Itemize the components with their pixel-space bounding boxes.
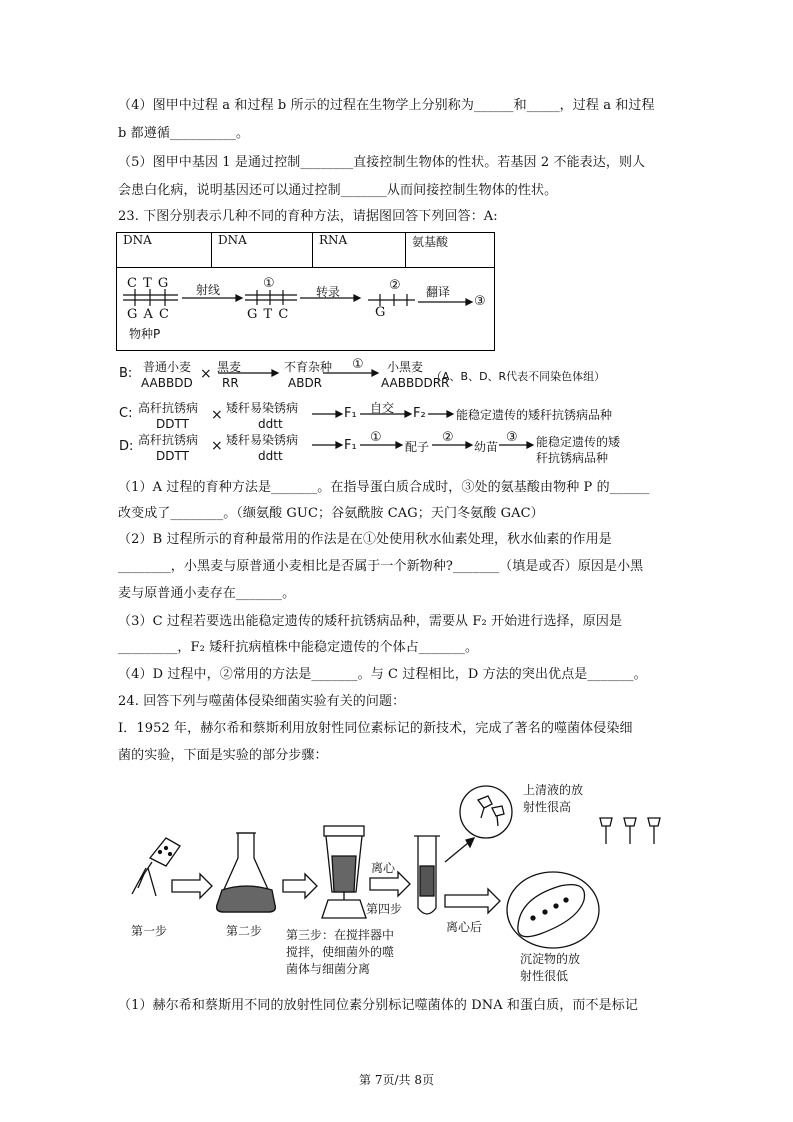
table-header-rna: RNA (313, 233, 406, 268)
q22-part4-line1: （4）图甲中过程 a 和过程 b 所示的过程在生物学上分别称为______和_____，过程 a 和过程 (118, 98, 655, 113)
q22-part5-line2: 会患白化病，说明基因还可以通过控制_______从而间接控制生物体的性状。 (118, 183, 558, 198)
q24-intro-line2: 菌的实验，下面是实验的部分步骤： (118, 748, 328, 763)
c-parent1-genotype: DDTT (156, 417, 189, 431)
d-seedling: 幼苗 (474, 440, 499, 454)
radiation-label: 射线 (196, 283, 221, 297)
c-parent2-genotype: ddtt (258, 417, 283, 431)
d-result-line1: 能稳定遗传的矮 (536, 435, 621, 449)
b-label: B: (119, 366, 133, 381)
c-f2: F₂ (413, 406, 426, 421)
step2-label: 第二步 (226, 924, 263, 938)
b-common-wheat-genome: AABBDD (141, 376, 193, 390)
c-f1: F₁ (344, 406, 357, 421)
transcribe-label: 转录 (316, 285, 341, 299)
c-parent2: 矮秆易染锈病 (226, 401, 299, 415)
table-header-dna-2: DNA (212, 233, 313, 268)
supernatant-line1: 上清液的放 (523, 783, 584, 797)
q23-part3-line1: （3）C 过程若要选出能稳定遗传的矮秆抗锈病品种，需要从 F₂ 开始进行选择，原因是 (118, 614, 623, 629)
step3-line1: 第三步：在搅拌器中 (286, 928, 395, 942)
q23-part1-line1: （1）A 过程的育种方法是_______。在指导蛋白质合成时，③处的氨基酸由物种 P 的______ (118, 480, 650, 495)
b-genome-note: （A、B、D、R代表不同染色体组） (431, 370, 606, 383)
centrifuge-label: 离心 (371, 861, 396, 875)
d-step-2: ② (442, 430, 454, 445)
q23-part2-line1: （2）B 过程所示的育种最常用的作法是在①处使用秋水仙素处理，秋水仙素的作用是 (118, 532, 612, 547)
phages-group-icon (600, 818, 660, 844)
q22-part4-line2: b 都遵循__________。 (118, 126, 250, 141)
pellet-line2: 射性很低 (520, 969, 569, 983)
b-rye-genome: RR (222, 376, 239, 390)
q24-part1-line1: （1）赫尔希和蔡斯用不同的放射性同位素分别标记噬菌体的 DNA 和蛋白质，而不是标记 (118, 998, 638, 1013)
b-step-1: ① (352, 357, 364, 372)
q23-part2-line2: ________，小黑麦与原普通小麦相比是否属于一个新物种?_______（填是或否）原因是小黑 (118, 559, 644, 574)
d-parent2: 矮秆易染锈病 (226, 433, 299, 447)
c-selfing-label: 自交 (370, 401, 395, 415)
supernatant-line2: 射性很高 (523, 800, 572, 814)
d-label: D: (119, 439, 134, 454)
species-p-label: 物种P (129, 327, 161, 341)
c-result: 能稳定遗传的矮秆抗锈病品种 (456, 408, 613, 422)
q24-title: 24. 回答下列与噬菌体侵染细菌实验有关的问题： (118, 694, 406, 709)
b-sterile-hybrid: 不育杂种 (284, 360, 333, 374)
d-f1: F₁ (344, 438, 357, 453)
q23-part2-line3: 麦与原普通小麦存在_______。 (118, 586, 296, 601)
page-footer: 第 7页/共 8页 (359, 1073, 434, 1087)
c-cross-symbol: × (211, 407, 223, 423)
b-cross-symbol: × (200, 366, 212, 382)
step4-label: 第四步 (366, 902, 403, 916)
d-parent1: 高秆抗锈病 (138, 433, 199, 447)
b-rye: 黑麦 (217, 360, 242, 374)
blender-icon (322, 826, 366, 918)
d-parent1-genotype: DDTT (156, 449, 189, 463)
c-label: C: (119, 406, 133, 421)
b-triticale: 小黑麦 (387, 360, 424, 374)
b-common-wheat: 普通小麦 (143, 360, 192, 374)
b-triticale-genome: AABBDDRR (381, 376, 450, 390)
rna-base-label: G (375, 305, 386, 320)
q23-part1-line2: 改变成了________。（缬氨酸 GUC；谷氨酰胺 CAG；天门冬氨酸 GAC） (118, 506, 544, 521)
q23-part4: （4）D 过程中，②常用的方法是_______。与 C 过程相比，D 方法的突出优点是_______。 (118, 667, 647, 682)
d-cross-symbol: × (211, 438, 223, 454)
q23-title: 23. 下图分别表示几种不同的育种方法，请据图回答下列回答：A: (118, 209, 498, 224)
table-header-amino-acid: 氨基酸 (406, 233, 495, 268)
d-step-1: ① (370, 430, 382, 445)
d-gamete: 配子 (405, 440, 430, 454)
translate-label: 翻译 (426, 285, 451, 299)
table-header-dna-1: DNA (117, 233, 212, 268)
d-step-3: ③ (506, 430, 518, 445)
pellet-line1: 沉淀物的放 (520, 952, 581, 966)
d-result-line2: 秆抗锈病品种 (536, 451, 609, 465)
after-centrifuge-label: 离心后 (446, 920, 483, 934)
dna-top-sequence: C T G (127, 276, 170, 291)
d-parent2-genotype: ddtt (258, 449, 283, 463)
circle-2-label: ② (389, 278, 401, 293)
c-parent1: 高秆抗锈病 (138, 401, 199, 415)
b-sterile-hybrid-genome: ABDR (288, 376, 323, 390)
dna-bottom-sequence: G A C (127, 307, 170, 322)
q24-intro-line1: Ⅰ．1952 年，赫尔希和蔡斯利用放射性同位素标记的新技术，完成了著名的噬菌体侵染细 (118, 721, 633, 736)
circle-1-label: ① (263, 276, 275, 291)
step1-label: 第一步 (131, 924, 168, 938)
flask-icon (217, 833, 276, 912)
centrifuge-tube-icon (414, 836, 440, 914)
step3-line3: 菌体与细菌分离 (286, 962, 371, 976)
circle-3-label: ③ (474, 294, 486, 309)
q22-part5-line1: （5）图甲中基因 1 是通过控制________直接控制生物体的性状。若基因 2 不能表达，则人 (118, 155, 646, 170)
mutated-bottom-sequence: G T C (247, 307, 290, 322)
step3-line2: 搅拌，使细菌外的噬 (286, 945, 395, 959)
q23-part3-line2: _________，F₂ 矮秆抗病植株中能稳定遗传的个体占_______。 (118, 640, 479, 655)
